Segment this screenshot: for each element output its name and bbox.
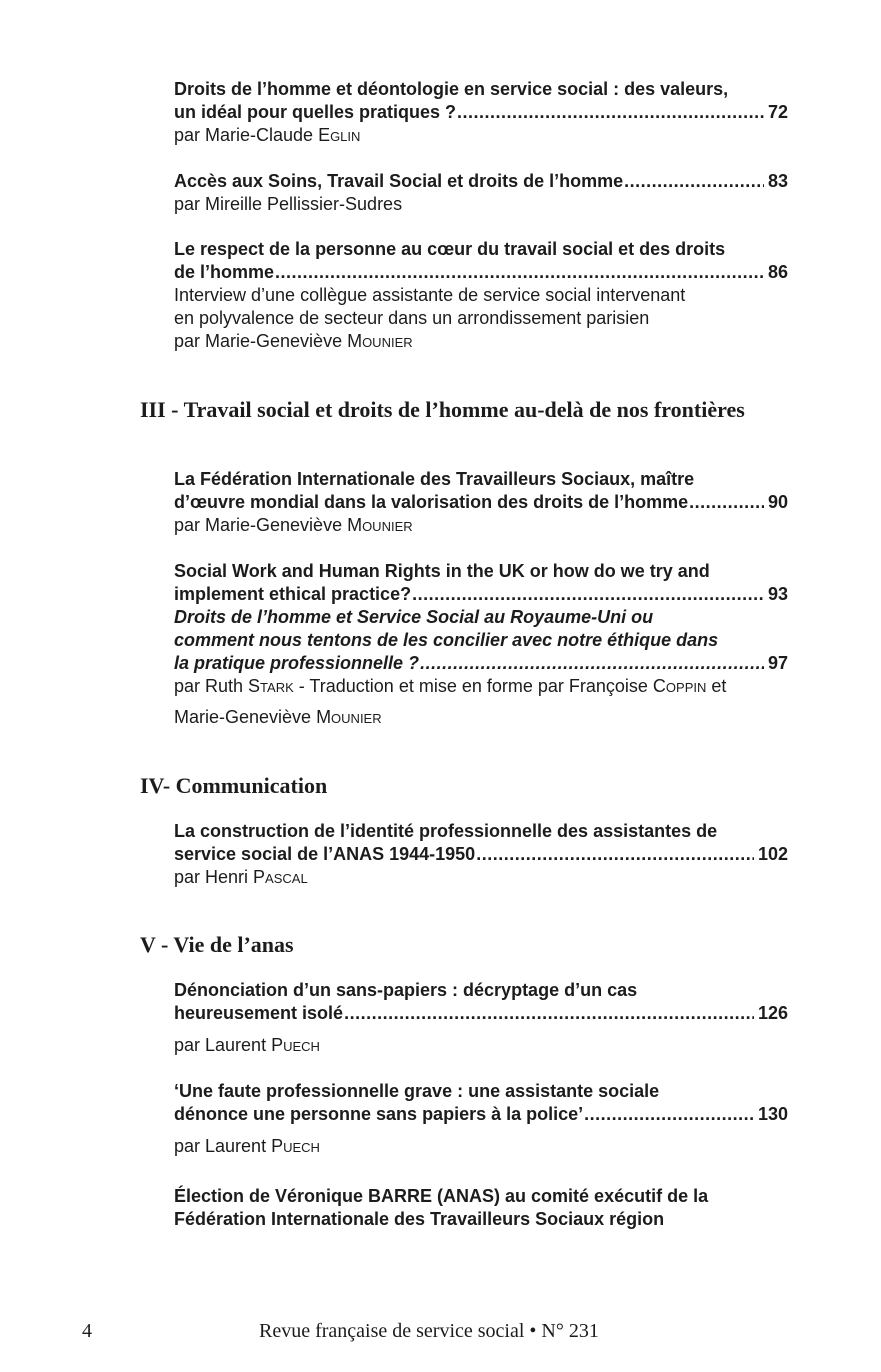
entry-title: Droits de l’homme et déontologie en service social : des valeurs, — [174, 79, 729, 99]
entry-title: Élection de Véronique BARRE (ANAS) au comité exécutif de la — [174, 1186, 709, 1206]
entry-title: un idéal pour quelles pratiques ? — [174, 102, 457, 122]
entry-title: Le respect de la personne au cœur du travail social et des droits — [174, 239, 726, 259]
entry-title: Social Work and Human Rights in the UK or how do we try and — [174, 561, 710, 581]
entry-title-leader-line — [174, 170, 788, 193]
entry-title-leader-line — [174, 261, 788, 284]
entry-title: dénonce une personne sans papiers à la police’ — [174, 1104, 584, 1124]
entry-title: La Fédération Internationale des Travailleurs Sociaux, maître — [174, 469, 695, 489]
dot-leader — [689, 491, 764, 514]
dot-leader — [344, 1002, 754, 1025]
dot-leader — [412, 583, 764, 606]
toc-entry[interactable] — [174, 78, 788, 147]
entry-title: de l’homme — [174, 262, 275, 282]
dot-leader — [275, 261, 764, 284]
section-heading-iv: IV- Communication — [140, 773, 328, 798]
footer-journal-title: Revue française de service social • N° 231 — [259, 1320, 599, 1342]
entry-author: par Laurent Puech — [174, 1035, 320, 1055]
entry-author: par Laurent Puech — [174, 1136, 320, 1156]
entry-author: par Marie-Geneviève Mounier — [174, 515, 413, 535]
footer-page-number: 4 — [82, 1320, 92, 1342]
entry-title-leader-line — [174, 1002, 788, 1025]
entry-title: ‘Une faute professionnelle grave : une assistante sociale — [174, 1081, 660, 1101]
toc-entry[interactable] — [174, 820, 788, 889]
entry-title: implement ethical practice? — [174, 584, 412, 604]
entry-note: Interview d’une collègue assistante de service social intervenant — [174, 285, 686, 305]
page-number: 83 — [767, 171, 788, 191]
entry-translation-title: comment nous tentons de les concilier avec notre éthique dans — [174, 630, 719, 650]
entry-author: Marie-Geneviève Mounier — [174, 707, 382, 727]
entry-author: par Ruth Stark - Traduction et mise en forme par Françoise Coppin et — [174, 676, 727, 696]
entry-title-leader-line — [174, 491, 788, 514]
entry-title-leader-line — [174, 1103, 788, 1126]
entry-title-leader-line — [174, 583, 788, 606]
toc-entry[interactable] — [174, 1185, 788, 1231]
entry-title: heureusement isolé — [174, 1003, 344, 1023]
entry-title: Dénonciation d’un sans-papiers : décryptage d’un cas — [174, 980, 638, 1000]
page-number: 102 — [757, 844, 788, 864]
entry-title: Fédération Internationale des Travailleurs Sociaux région — [174, 1209, 665, 1229]
toc-entry[interactable] — [174, 560, 788, 729]
dot-leader — [584, 1103, 754, 1126]
page-number: 72 — [767, 102, 788, 122]
entry-author: par Henri Pascal — [174, 867, 308, 887]
page-number: 93 — [767, 584, 788, 604]
dot-leader — [476, 843, 754, 866]
section-heading-v: V - Vie de l’anas — [140, 932, 294, 957]
page-number: 90 — [767, 492, 788, 512]
entry-translation-leader-line — [174, 652, 788, 675]
entry-title: Accès aux Soins, Travail Social et droits de l’homme — [174, 171, 624, 191]
section-heading-iii: III - Travail social et droits de l’homme au-delà de nos frontières — [140, 397, 745, 422]
entry-translation-title: Droits de l’homme et Service Social au Royaume-Uni ou — [174, 607, 654, 627]
page-number: 126 — [757, 1003, 788, 1023]
entry-title: d’œuvre mondial dans la valorisation des droits de l’homme — [174, 492, 689, 512]
entry-author: par Marie-Geneviève Mounier — [174, 331, 413, 351]
toc-entry[interactable] — [174, 238, 788, 353]
page-number: 86 — [767, 262, 788, 282]
toc-entry[interactable] — [174, 979, 788, 1057]
toc-entry[interactable] — [174, 170, 788, 216]
page-number: 97 — [767, 653, 788, 673]
dot-leader — [420, 652, 764, 675]
entry-note: en polyvalence de secteur dans un arrondissement parisien — [174, 308, 650, 328]
entry-author: par Marie-Claude Eglin — [174, 125, 361, 145]
toc-entry[interactable] — [174, 1080, 788, 1158]
entry-title-leader-line — [174, 101, 788, 124]
dot-leader — [624, 170, 764, 193]
page-number: 130 — [757, 1104, 788, 1124]
entry-author: par Mireille Pellissier-Sudres — [174, 194, 403, 214]
entry-translation-title: la pratique professionnelle ? — [174, 653, 420, 673]
entry-title: service social de l’ANAS 1944-1950 — [174, 844, 476, 864]
entry-title: La construction de l’identité professionnelle des assistantes de — [174, 821, 718, 841]
toc-entry[interactable] — [174, 468, 788, 537]
dot-leader — [457, 101, 764, 124]
entry-title-leader-line — [174, 843, 788, 866]
